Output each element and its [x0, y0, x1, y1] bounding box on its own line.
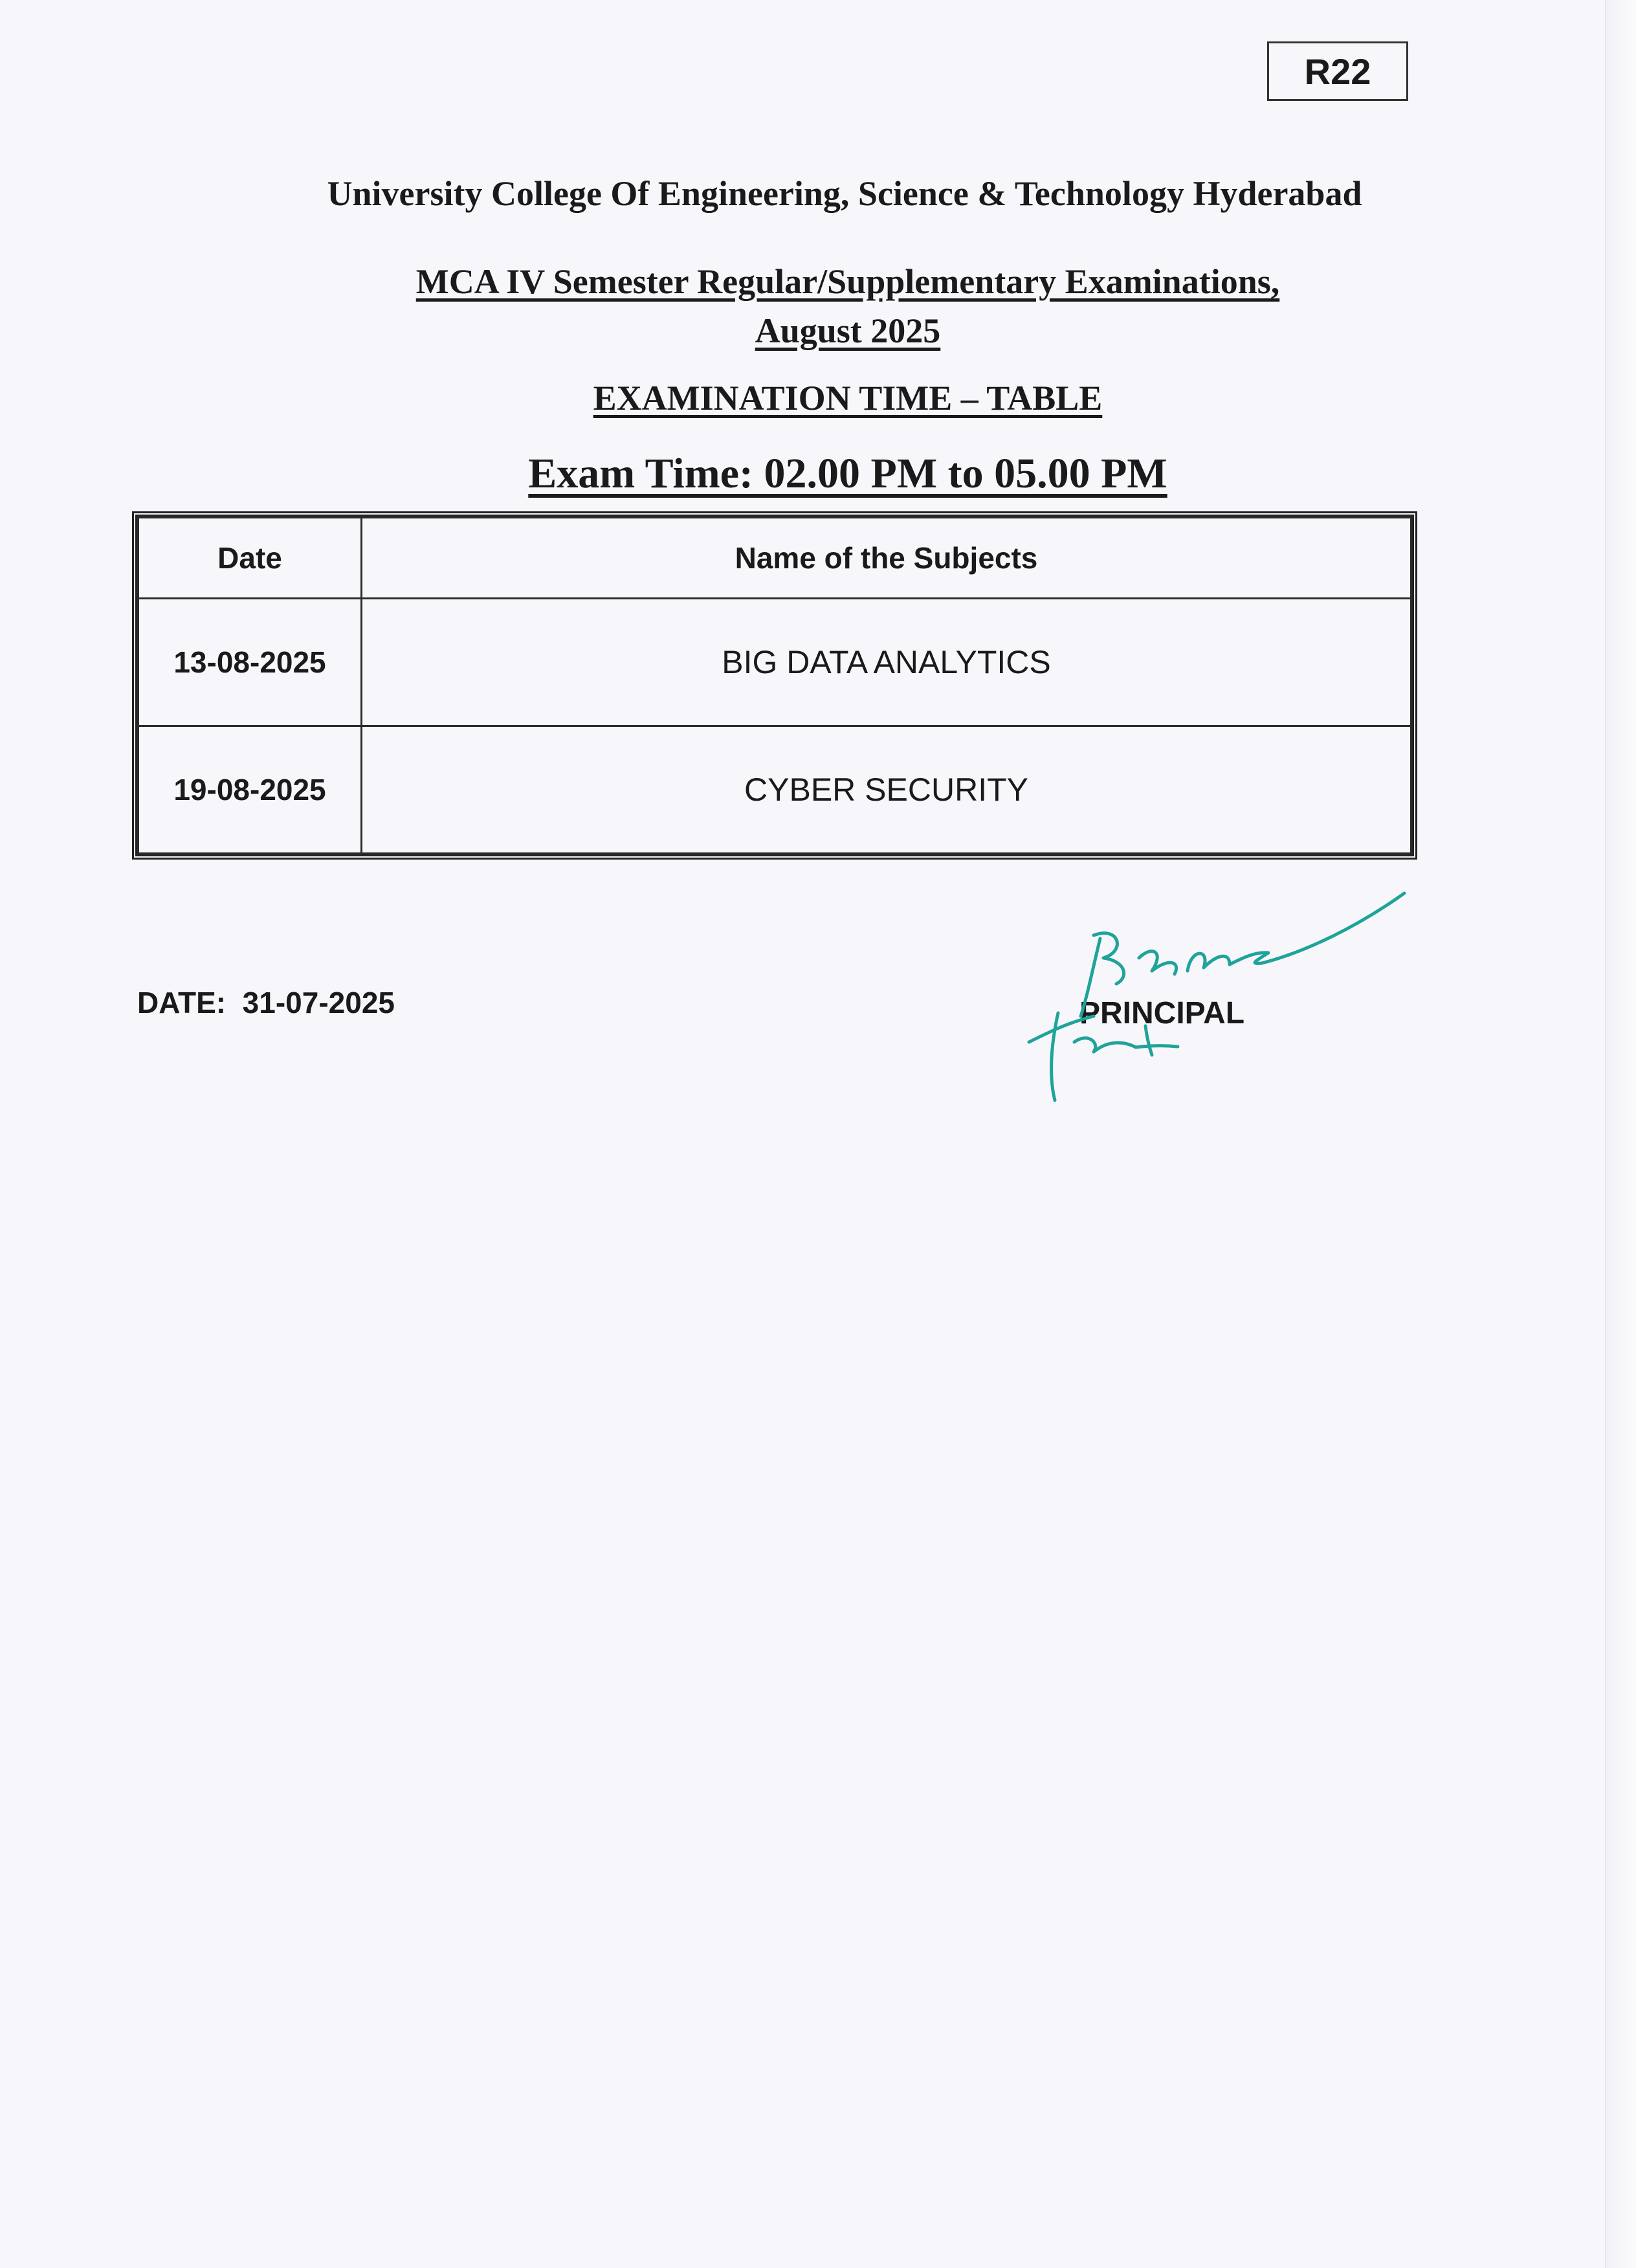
table-row	[138, 726, 1411, 854]
college-name: University College Of Engineering, Science & Technology Hyderabad	[327, 174, 1362, 213]
row-date: 13-08-2025	[138, 599, 362, 726]
row-subject: BIG DATA ANALYTICS	[362, 599, 1411, 726]
regulation-badge: R22	[1267, 41, 1408, 101]
row-subject: CYBER SECURITY	[362, 726, 1411, 854]
time-table-heading: EXAMINATION TIME – TABLE	[593, 379, 1103, 417]
table-header-row	[138, 518, 1411, 599]
timetable	[132, 511, 1417, 860]
signatory-title: PRINCIPAL	[1079, 996, 1245, 1030]
exam-time: Exam Time: 02.00 PM to 05.00 PM	[528, 450, 1167, 497]
exam-title-line1: MCA IV Semester Regular/Supplementary Examinations,	[415, 262, 1280, 301]
document-date: DATE: 31-07-2025	[137, 986, 395, 1019]
page-edge	[1605, 0, 1636, 2268]
exam-title-line2: August 2025	[755, 311, 941, 350]
header-date: Date	[138, 518, 362, 599]
header-subject: Name of the Subjects	[362, 518, 1411, 599]
row-date: 19-08-2025	[138, 726, 362, 854]
signature-icon	[997, 887, 1417, 1107]
timetable-grid	[137, 517, 1412, 854]
table-row	[138, 599, 1411, 726]
